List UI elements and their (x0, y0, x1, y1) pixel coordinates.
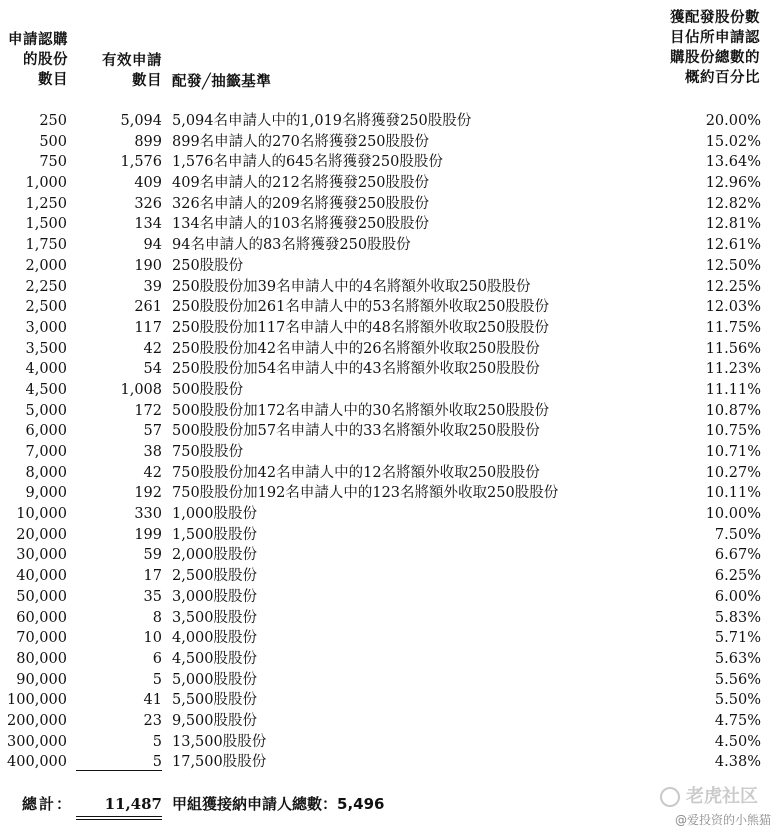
table-row (0, 442, 779, 463)
cell-percentage: 12.81% (705, 216, 761, 233)
cell-valid-count: 261 (134, 299, 162, 316)
cell-percentage: 12.25% (705, 278, 761, 295)
cell-percentage: 4.50% (714, 733, 761, 750)
cell-shares: 1,250 (25, 195, 67, 212)
cell-percentage: 10.75% (705, 423, 761, 440)
cell-basis: 250股股份加261名申請人中的53名將額外收取250股股份 (172, 299, 549, 316)
cell-valid-count: 1,008 (120, 381, 162, 398)
cell-valid-count: 54 (143, 361, 162, 378)
header-valid-applications (96, 51, 162, 91)
table-row (0, 173, 779, 194)
cell-percentage: 6.67% (714, 547, 761, 564)
cell-basis: 5,500股股份 (172, 692, 258, 709)
cell-shares: 7,000 (25, 444, 67, 460)
cell-valid-count: 35 (143, 588, 162, 605)
cell-basis: 3,000股股份 (172, 588, 258, 605)
header-basis-line: 配發╱抽籤基準 (172, 74, 272, 90)
watermark-brand (660, 782, 758, 808)
cell-percentage: 10.27% (705, 464, 761, 481)
table-row (0, 690, 779, 711)
cell-percentage: 7.50% (714, 526, 761, 543)
table-row (0, 380, 779, 401)
total-double-rule (76, 816, 162, 820)
table-row (0, 421, 779, 442)
cell-valid-count: 117 (134, 319, 162, 336)
cell-shares: 2,250 (25, 278, 67, 295)
cell-shares: 3,000 (25, 319, 67, 336)
cell-basis: 750股股份加42名申請人中的12名將額外收取250股股份 (172, 464, 540, 481)
header-percentage (640, 8, 760, 88)
table-row (0, 339, 779, 360)
cell-percentage: 12.61% (705, 237, 761, 254)
cell-percentage: 20.00% (705, 113, 761, 129)
table-row (0, 277, 779, 298)
table-row (0, 711, 779, 732)
header-valid-line: 數目 (132, 73, 162, 89)
table-row (0, 297, 779, 318)
cell-shares: 4,500 (25, 381, 67, 398)
cell-valid-count: 190 (134, 257, 162, 274)
cell-shares: 250 (39, 113, 67, 129)
cell-percentage: 15.02% (705, 133, 761, 150)
cell-valid-count: 326 (134, 195, 162, 212)
cell-basis: 17,500股股份 (172, 754, 267, 771)
table-row (0, 152, 779, 173)
cell-shares: 1,500 (25, 216, 67, 233)
cell-valid-count: 8 (152, 609, 162, 626)
cell-shares: 6,000 (25, 423, 67, 440)
cell-percentage: 12.03% (705, 299, 761, 316)
table-row (0, 525, 779, 546)
cell-basis: 250股股份加54名申請人中的43名將額外收取250股股份 (172, 361, 540, 378)
cell-shares: 90,000 (16, 671, 67, 688)
cell-percentage: 11.23% (705, 361, 761, 378)
total-value: 11,487 (104, 795, 162, 813)
cell-shares: 2,000 (25, 257, 67, 274)
header-allotment-basis (172, 72, 271, 92)
cell-shares: 80,000 (16, 650, 67, 667)
cell-percentage: 10.87% (705, 402, 761, 419)
table-row (0, 649, 779, 670)
cell-valid-count: 172 (134, 402, 162, 419)
cell-shares: 400,000 (7, 754, 67, 771)
table-row (0, 111, 779, 132)
cell-basis: 750股股份 (172, 444, 244, 460)
cell-basis: 750股股份加192名申請人中的123名將額外收取250股股份 (172, 485, 559, 502)
cell-percentage: 10.71% (705, 444, 761, 460)
cell-percentage: 12.82% (705, 195, 761, 212)
cell-basis: 134名申請人的103名將獲發250股股份 (172, 216, 430, 233)
header-shares-applied (6, 30, 68, 90)
cell-valid-count: 5 (152, 733, 162, 750)
cell-valid-count: 5,094 (120, 113, 162, 129)
cell-basis: 326名申請人的209名將獲發250股股份 (172, 195, 430, 212)
subtotal-rule (76, 770, 162, 771)
cell-shares: 200,000 (7, 712, 67, 729)
cell-valid-count: 59 (143, 547, 162, 564)
watermark-author: @爱投资的小熊猫 (674, 813, 771, 827)
cell-basis: 1,500股股份 (172, 526, 258, 543)
table-row (0, 566, 779, 587)
table-row (0, 670, 779, 691)
cell-valid-count: 41 (143, 692, 162, 709)
cell-basis: 500股股份加172名申請人中的30名將額外收取250股股份 (172, 402, 549, 419)
cell-shares: 4,000 (25, 361, 67, 378)
cell-shares: 8,000 (25, 464, 67, 481)
table-row (0, 732, 779, 753)
cell-valid-count: 42 (143, 464, 162, 481)
table-row (0, 463, 779, 484)
cell-shares: 100,000 (7, 692, 67, 709)
cell-basis: 250股股份 (172, 257, 244, 274)
table-row (0, 628, 779, 649)
cell-percentage: 13.64% (705, 154, 761, 171)
cell-valid-count: 42 (143, 340, 162, 357)
cell-shares: 1,750 (25, 237, 67, 254)
cell-percentage: 6.25% (714, 568, 761, 585)
cell-basis: 9,500股股份 (172, 712, 258, 729)
cell-shares: 10,000 (16, 506, 67, 523)
cell-valid-count: 94 (143, 237, 162, 254)
cell-shares: 300,000 (7, 733, 67, 750)
cell-shares: 40,000 (16, 568, 67, 585)
cell-basis: 13,500股股份 (172, 733, 267, 750)
header-valid-line: 有效申請 (102, 53, 162, 69)
cell-percentage: 11.11% (705, 381, 761, 398)
table-row (0, 256, 779, 277)
cell-shares: 5,000 (25, 402, 67, 419)
cell-percentage: 5.50% (714, 692, 761, 709)
cell-valid-count: 5 (152, 754, 162, 771)
cell-basis: 1,000股股份 (172, 506, 258, 523)
table-row (0, 132, 779, 153)
cell-valid-count: 23 (143, 712, 162, 729)
cell-shares: 1,000 (25, 175, 67, 192)
header-pct-line: 獲配發股份數 (670, 10, 760, 26)
cell-basis: 2,000股股份 (172, 547, 258, 564)
cell-shares: 60,000 (16, 609, 67, 626)
cell-valid-count: 6 (152, 650, 162, 667)
cell-percentage: 4.38% (714, 754, 761, 771)
header-shares-line: 申請認購 (8, 32, 68, 48)
cell-percentage: 5.56% (714, 671, 761, 688)
cell-basis: 4,500股股份 (172, 650, 258, 667)
cell-shares: 9,000 (25, 485, 67, 502)
table-row (0, 401, 779, 422)
cell-valid-count: 199 (134, 526, 162, 543)
cell-valid-count: 134 (134, 216, 162, 233)
cell-shares: 50,000 (16, 588, 67, 605)
cell-basis: 1,576名申請人的645名將獲發250股股份 (172, 154, 443, 171)
cell-basis: 5,000股股份 (172, 671, 258, 688)
cell-percentage: 12.96% (705, 175, 761, 192)
cell-shares: 750 (39, 154, 67, 171)
cell-valid-count: 1,576 (120, 154, 162, 171)
cell-basis: 500股股份 (172, 381, 244, 398)
cell-valid-count: 899 (134, 133, 162, 150)
cell-shares: 70,000 (16, 630, 67, 647)
cell-shares: 20,000 (16, 526, 67, 543)
allotment-table (0, 111, 779, 773)
cell-basis: 5,094名申請人中的1,019名將獲發250股股份 (172, 113, 472, 129)
cell-basis: 250股股份加39名申請人中的4名將額外收取250股股份 (172, 278, 531, 295)
cell-valid-count: 57 (143, 423, 162, 440)
table-row (0, 504, 779, 525)
cell-percentage: 10.11% (705, 485, 761, 502)
total-description: 甲組獲接納申請人總數：5,496 (172, 795, 385, 813)
header-shares-line: 的股份 (23, 52, 68, 68)
table-row (0, 318, 779, 339)
cell-valid-count: 39 (143, 278, 162, 295)
cell-basis: 409名申請人的212名將獲發250股股份 (172, 175, 430, 192)
cell-valid-count: 5 (152, 671, 162, 688)
cell-percentage: 5.71% (714, 630, 761, 647)
cell-valid-count: 38 (143, 444, 162, 460)
cell-shares: 3,500 (25, 340, 67, 357)
cell-shares: 500 (39, 133, 67, 150)
cell-percentage: 12.50% (705, 257, 761, 274)
table-row (0, 214, 779, 235)
cell-shares: 2,500 (25, 299, 67, 316)
table-row (0, 545, 779, 566)
cell-basis: 250股股份加117名申請人中的48名將額外收取250股股份 (172, 319, 549, 336)
table-row (0, 587, 779, 608)
cell-percentage: 10.00% (705, 506, 761, 523)
cell-basis: 94名申請人的83名將獲發250股股份 (172, 237, 411, 254)
cell-valid-count: 10 (143, 630, 162, 647)
cell-percentage: 6.00% (714, 588, 761, 605)
header-shares-line: 數目 (38, 72, 68, 88)
cell-valid-count: 409 (134, 175, 162, 192)
cell-basis: 2,500股股份 (172, 568, 258, 585)
watermark-brand-text: 老虎社区 (686, 786, 758, 807)
cell-valid-count: 192 (134, 485, 162, 502)
table-row (0, 359, 779, 380)
cell-basis: 250股股份加42名申請人中的26名將額外收取250股股份 (172, 340, 540, 357)
cell-percentage: 5.63% (714, 650, 761, 667)
header-pct-line: 目佔所申請認 (670, 30, 760, 46)
cell-basis: 4,000股股份 (172, 630, 258, 647)
header-pct-line: 購股份總數的 (670, 50, 760, 66)
table-row (0, 194, 779, 215)
cell-percentage: 11.75% (705, 319, 761, 336)
cell-percentage: 11.56% (705, 340, 761, 357)
table-row (0, 235, 779, 256)
header-pct-line: 概約百分比 (685, 70, 760, 86)
cell-percentage: 5.83% (714, 609, 761, 626)
cell-basis: 500股股份加57名申請人中的33名將額外收取250股股份 (172, 423, 540, 440)
cell-shares: 30,000 (16, 547, 67, 564)
cell-basis: 899名申請人的270名將獲發250股股份 (172, 133, 430, 150)
tiger-logo-icon (660, 787, 680, 807)
table-row (0, 483, 779, 504)
cell-percentage: 4.75% (714, 712, 761, 729)
cell-valid-count: 330 (134, 506, 162, 523)
total-label: 總計： (22, 795, 74, 813)
cell-valid-count: 17 (143, 568, 162, 585)
cell-basis: 3,500股股份 (172, 609, 258, 626)
table-row (0, 608, 779, 629)
